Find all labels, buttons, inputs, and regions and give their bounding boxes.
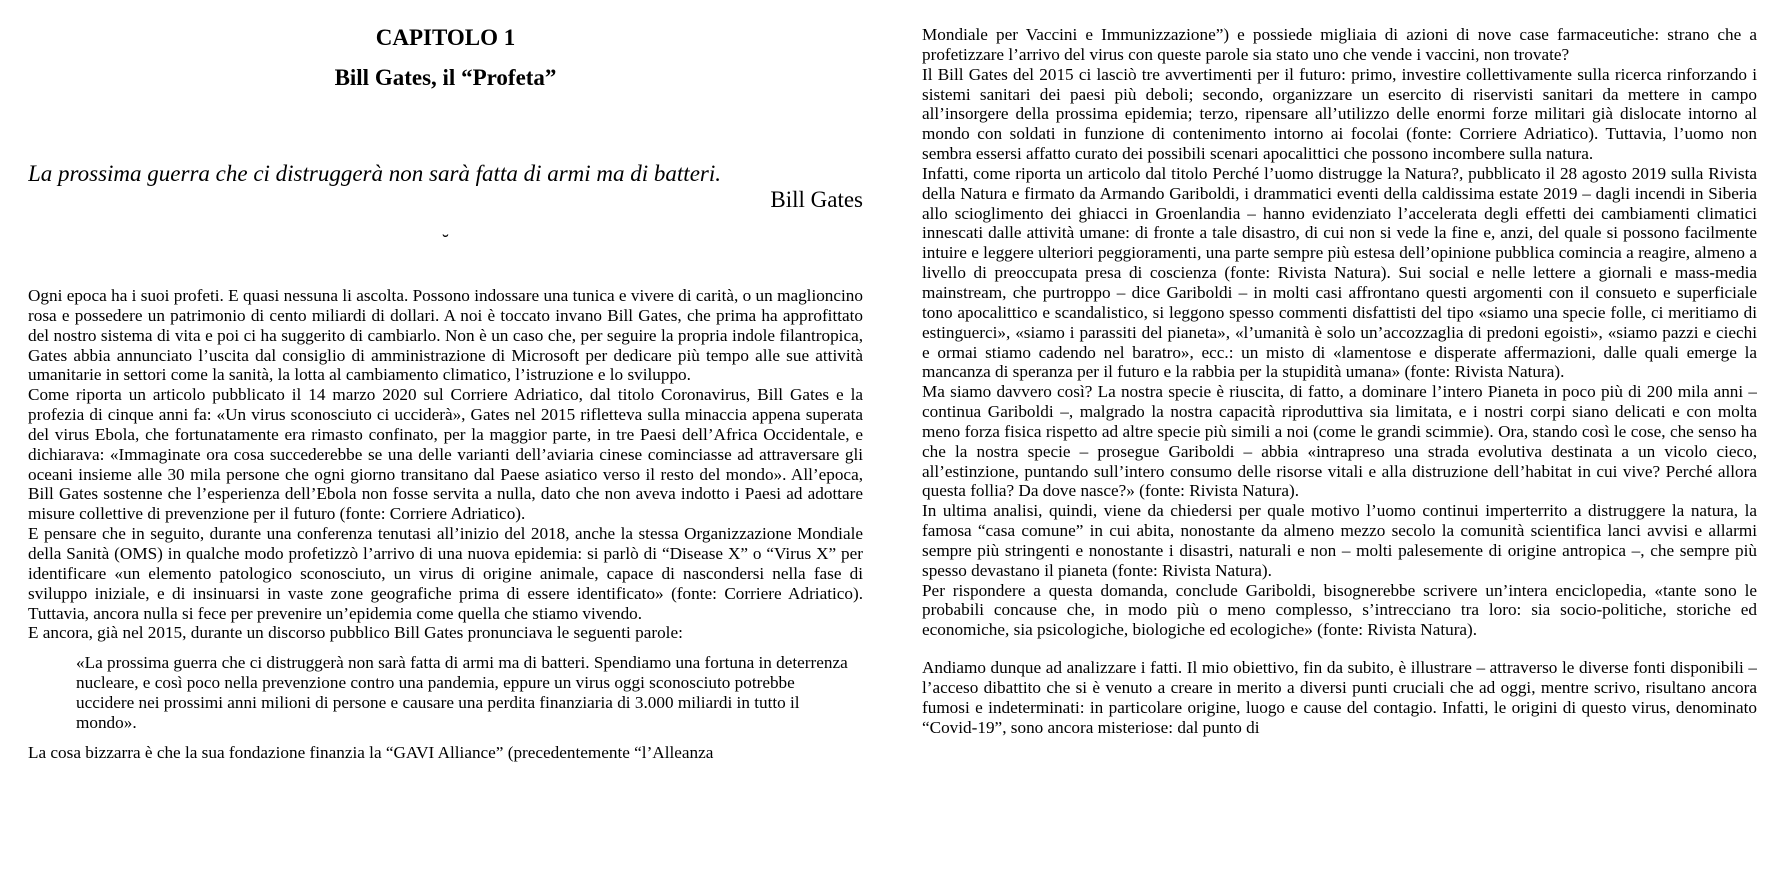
epigraph-author: Bill Gates: [770, 187, 863, 212]
right-page: [922, 0, 1757, 877]
chapter-subtitle: Bill Gates, il “Profeta”: [334, 65, 557, 90]
paragraph: Ma siamo davvero così? La nostra specie è riuscita, di fatto, a dominare l’intero Pianeta in poco più di 200 mila anni – continua Gariboldi –, malgrado la nostra capacità riproduttiva sia limitata, e i nostri corpi siano delicati e con molta meno forza fisica rispetto ad altre specie più simili a noi (come le grandi scimmie). Ora, stando così le cose, che senso ha che la nostra specie – prosegue Gariboldi – abbia «intrapreso una strada evolutiva destinata a un vicolo cieco, all’estinzione, puntando sull’intero consumo delle risorse vitali e alla distruzione dell’habitat in cui vive? Perché allora questa follia? Da dove nasce?» (fonte: Rivista Natura).: [922, 382, 1757, 501]
paragraph: E ancora, già nel 2015, durante un discorso pubblico Bill Gates pronunciava le seguenti parole:: [28, 623, 683, 643]
paragraph: E pensare che in seguito, durante una conferenza tenutasi all’inizio del 2018, anche la stessa Organizzazione Mondiale della Sanità (OMS) in qualche modo profetizzò l’arrivo di una nuova epidemia: si parlò di “Disease X” o “Virus X” per identificare «un elemento patologico sconosciuto, un virus di origine animale, capace di nascondersi nella fase di sviluppo iniziale, e di insinuarsi in vaste zone geografiche prima di essere identificato» (fonte: Corriere Adriatico). Tuttavia, ancora nulla si fece per prevenire un’epidemia come quella che stiamo vivendo.: [28, 524, 863, 623]
paragraph: Come riporta un articolo pubblicato il 14 marzo 2020 sul Corriere Adriatico, dal titolo Coronavirus, Bill Gates e la profezia di cinque anni fa: «Un virus sconosciuto ci ucciderà», Gates nel 2015 rifletteva sulla minaccia appena superata del virus Ebola, che fortunatamente era rimasto confinato, per la maggior parte, in tre Paesi dell’Africa Occidentale, e dichiarava: «Immaginate ora cosa succederebbe se una delle varianti dell’aviaria cinese cominciasse ad attraversare gli oceani insieme alle 30 mila persone che ogni giorno transitano dal Paese asiatico verso il resto del mondo». All’epoca, Bill Gates sostenne che l’esperienza dell’Ebola non fosse servita a nulla, dato che non aveva indotto i Paesi ad adottare misure collettive di prevenzione per il futuro (fonte: Corriere Adriatico).: [28, 385, 863, 524]
right-body-text: [922, 25, 1757, 738]
chapter-title: CAPITOLO 1: [375, 25, 516, 50]
ornament-icon: ˘: [442, 231, 449, 253]
left-page: [28, 0, 863, 877]
paragraph: Andiamo dunque ad analizzare i fatti. Il mio obiettivo, fin da subito, è illustrare – attraverso le diverse fonti disponibili – l’acceso dibattito che si è venuto a creare in merito a diversi punti cruciali che ad oggi, mentre scrivo, risultano ancora fumosi e indeterminati: in particolare origine, luogo e cause del contagio. Infatti, le origini di questo virus, denominato “Covid-19”, sono ancora misteriose: dal punto di: [922, 658, 1757, 737]
paragraph: Per rispondere a questa domanda, conclude Gariboldi, bisognerebbe scrivere un’intera enciclopedia, «tante sono le probabili concause che, in modo più o meno complesso, s’intrecciano tra loro: sia socio-politiche, storiche ed economiche, sia psicologiche, biologiche ed ecologiche» (fonte: Rivista Natura).: [922, 580, 1757, 640]
paragraph: In ultima analisi, quindi, viene da chiedersi per quale motivo l’uomo continui imperterrito a distruggere la natura, la famosa “casa comune” in cui abita, nonostante da almeno mezzo secolo la comunità scientifica lanci avvisi e allarmi sempre più stringenti e nonostante i disastri, naturali e non – molti palesemente di origine antropica –, che sempre più spesso devastano il pianeta (fonte: Rivista Natura).: [922, 501, 1757, 580]
epigraph-quote: La prossima guerra che ci distruggerà non sarà fatta di armi ma di batteri.: [28, 161, 721, 186]
paragraph: Il Bill Gates del 2015 ci lasciò tre avvertimenti per il futuro: primo, investire collettivamente sulla ricerca rinforzando i sistemi sanitari dei paesi più deboli; secondo, organizzare un esercito di riservisti sanitari da mettere in campo all’insorgere della prossima epidemia; terzo, ripensare all’utilizzo delle enormi forze militari già dislocate intorno al mondo con soldati in funzione di contenimento intorno ai focolai (fonte: Corriere Adriatico). Tuttavia, l’uomo non sembra essersi affatto curato dei possibili scenari apocalittici che possono incombere sulla natura.: [922, 64, 1757, 164]
paragraph: Ogni epoca ha i suoi profeti. E quasi nessuna li ascolta. Possono indossare una tunica e vivere di carità, o un maglioncino rosa e possedere un patrimonio di cento miliardi di dollari. A noi è toccato invano Bill Gates, che prima ha approfittato del nostro sistema di vita e poi ci ha suggerito di cambiarlo. Non è un caso che, per seguire la propria indole filantropica, Gates abbia annunciato l’uscita dal consiglio di amministrazione di Microsoft per dedicare più tempo alle sue attività umanitarie in settori come la sanità, la lotta al cambiamento climatico, l’istruzione e lo sviluppo.: [28, 286, 863, 385]
paragraph: Infatti, come riporta un articolo dal titolo Perché l’uomo distrugge la Natura?, pubblicato il 28 agosto 2019 sulla Rivista della Natura e firmato da Armando Gariboldi, i drammatici eventi della caldissima estate 2019 – dagli incendi in Siberia allo scioglimento dei ghiacci in Groenlandia – hanno evidenziato l’accelerata degli effetti dei cambiamenti climatici innescati dalle attività umane: di fronte a tale disastro, di cui non si vede la fine e, anzi, del quale si possono facilmente intuire e leggere ulteriori peggioramenti, una parte sempre più estesa dell’opinione pubblica comincia a reagire, almeno a livello di preoccupata presa di coscienza (fonte: Rivista Natura). Sui social e nelle lettere a giornali e mass-media mainstream, che purtroppo – dice Gariboldi – in molti casi affrontano questi argomenti con il consueto e superficiale tono apocalittico e scandalistico, si leggono spesso commenti disfattisti del tipo «siamo una specie folle, ci meritiamo di estinguerci», «siamo i parassiti del pianeta», «l’umanità è solo un’accozzaglia di predoni egoisti», «siamo pazzi e ciechi e ormai stiamo cadendo nel baratro», ecc.: un misto di «lamentose e disperate affermazioni, dalle quali emerge la mancanza di speranza per il futuro e la rabbia per la stupidità umana» (fonte: Rivista Natura).: [922, 163, 1757, 382]
block-quote: «La prossima guerra che ci distruggerà non sarà fatta di armi ma di batteri. Spendiamo una fortuna in deterrenza nucleare, e così poco nella prevenzione contro una pandemia, eppure un virus oggi sconosciuto potrebbe uccidere nei prossimi anni milioni di persone e causare una perdita finanziaria di 3.000 miliardi in tutto il mondo».: [76, 653, 848, 732]
paragraph: La cosa bizzarra è che la sua fondazione finanzia la “GAVI Alliance” (precedentemente “l’Alleanza: [28, 742, 714, 762]
left-body-text: [28, 286, 863, 762]
paragraph: Mondiale per Vaccini e Immunizzazione”) e possiede migliaia di azioni di nove case farmaceutiche: strano che a profetizzare l’arrivo del virus con queste parole sia stato uno che vende i vaccini, non trovate?: [922, 25, 1757, 64]
